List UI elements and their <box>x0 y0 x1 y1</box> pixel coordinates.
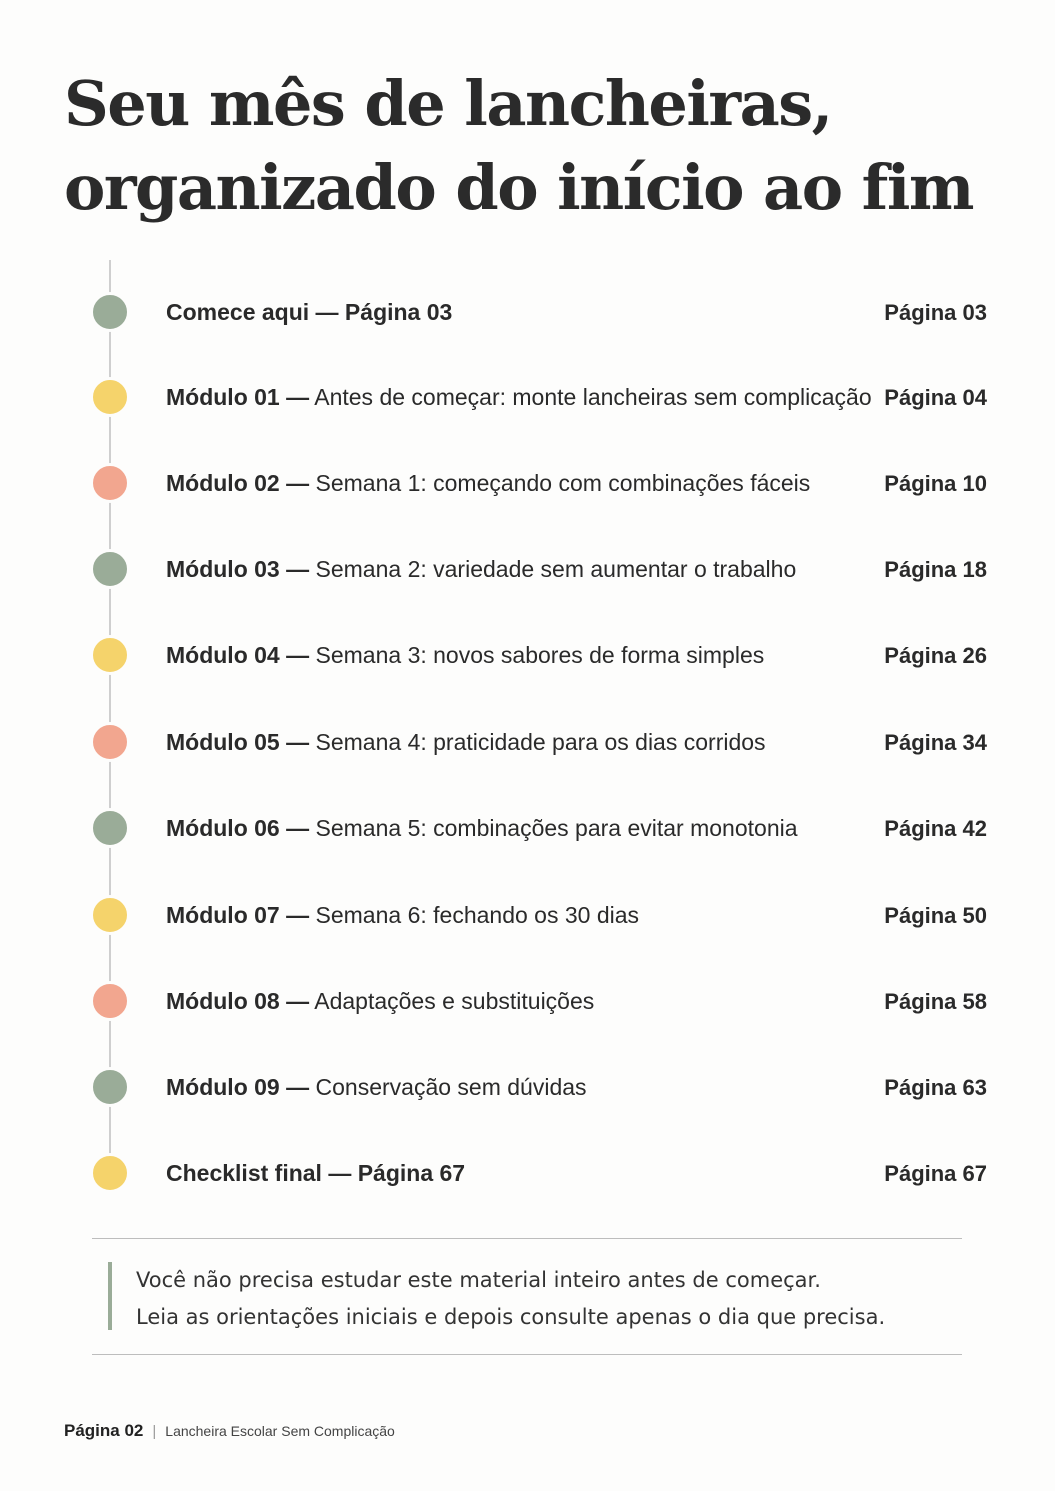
toc-item-comece-aqui[interactable] <box>0 292 1055 332</box>
toc-item-label: Módulo 05 — Semana 4: praticidade para os dias corridos <box>166 729 766 755</box>
timeline-dot <box>90 549 130 589</box>
toc-item-modulo-04[interactable] <box>0 635 1055 675</box>
toc-item-modulo-09[interactable] <box>0 1067 1055 1107</box>
toc-item-modulo-06[interactable] <box>0 808 1055 848</box>
footer-separator: | <box>152 1423 157 1440</box>
toc-item-modulo-03[interactable] <box>0 549 1055 589</box>
toc-item-page: Página 63 <box>884 1075 987 1100</box>
toc-item-page: Página 34 <box>884 730 987 755</box>
footer-page-number: Página 02 <box>64 1421 144 1440</box>
toc-item-modulo-08[interactable] <box>0 981 1055 1021</box>
toc-item-label: Checklist final — Página 67 <box>166 1160 466 1186</box>
toc-item-page: Página 03 <box>884 300 987 325</box>
timeline-dot <box>90 377 130 417</box>
toc-item-label: Módulo 06 — Semana 5: combinações para evitar monotonia <box>166 815 798 841</box>
toc-item-page: Página 42 <box>884 816 987 841</box>
timeline-dot <box>90 463 130 503</box>
timeline-dot <box>90 635 130 675</box>
title-line-2: organizado do início ao fim <box>64 151 973 224</box>
toc-item-label: Módulo 09 — Conservação sem dúvidas <box>166 1074 587 1100</box>
toc-item-page: Página 10 <box>884 471 987 496</box>
toc-item-modulo-01[interactable] <box>0 377 1055 417</box>
toc-item-label: Módulo 07 — Semana 6: fechando os 30 dias <box>166 902 640 928</box>
toc-item-checklist-final[interactable] <box>0 1153 1055 1193</box>
note-line-2: Leia as orientações iniciais e depois consulte apenas o dia que precisa. <box>136 1305 886 1329</box>
timeline-dot <box>90 292 130 332</box>
footer-book-title: Lancheira Escolar Sem Complicação <box>165 1423 395 1439</box>
timeline-dot <box>90 808 130 848</box>
toc-item-label: Módulo 01 — Antes de começar: monte lancheiras sem complicação <box>166 384 872 410</box>
timeline-dot <box>90 1067 130 1107</box>
toc-item-modulo-05[interactable] <box>0 722 1055 762</box>
toc-item-page: Página 26 <box>884 643 987 668</box>
timeline-dot <box>90 895 130 935</box>
toc-item-modulo-02[interactable] <box>0 463 1055 503</box>
callout-note <box>108 1262 968 1330</box>
toc-item-label: Módulo 04 — Semana 3: novos sabores de forma simples <box>166 642 765 668</box>
toc-item-page: Página 58 <box>884 989 987 1014</box>
toc-item-page: Página 67 <box>884 1161 987 1186</box>
toc-item-page: Página 04 <box>884 385 987 410</box>
toc-item-label: Módulo 03 — Semana 2: variedade sem aumentar o trabalho <box>166 556 797 582</box>
timeline-dot <box>90 722 130 762</box>
toc-item-label: Módulo 08 — Adaptações e substituições <box>166 988 595 1014</box>
note-line-1: Você não precisa estudar este material inteiro antes de começar. <box>136 1268 821 1292</box>
divider-top <box>92 1238 962 1239</box>
page-footer <box>64 1418 395 1445</box>
toc-item-page: Página 18 <box>884 557 987 582</box>
toc-item-label: Módulo 02 — Semana 1: começando com combinações fáceis <box>166 470 811 496</box>
toc-item-label: Comece aqui — Página 03 <box>166 299 453 325</box>
timeline-dot <box>90 1153 130 1193</box>
toc-item-modulo-07[interactable] <box>0 895 1055 935</box>
toc-item-page: Página 50 <box>884 903 987 928</box>
title-line-1: Seu mês de lancheiras, <box>64 67 832 140</box>
divider-bottom <box>92 1354 962 1355</box>
timeline-dot <box>90 981 130 1021</box>
